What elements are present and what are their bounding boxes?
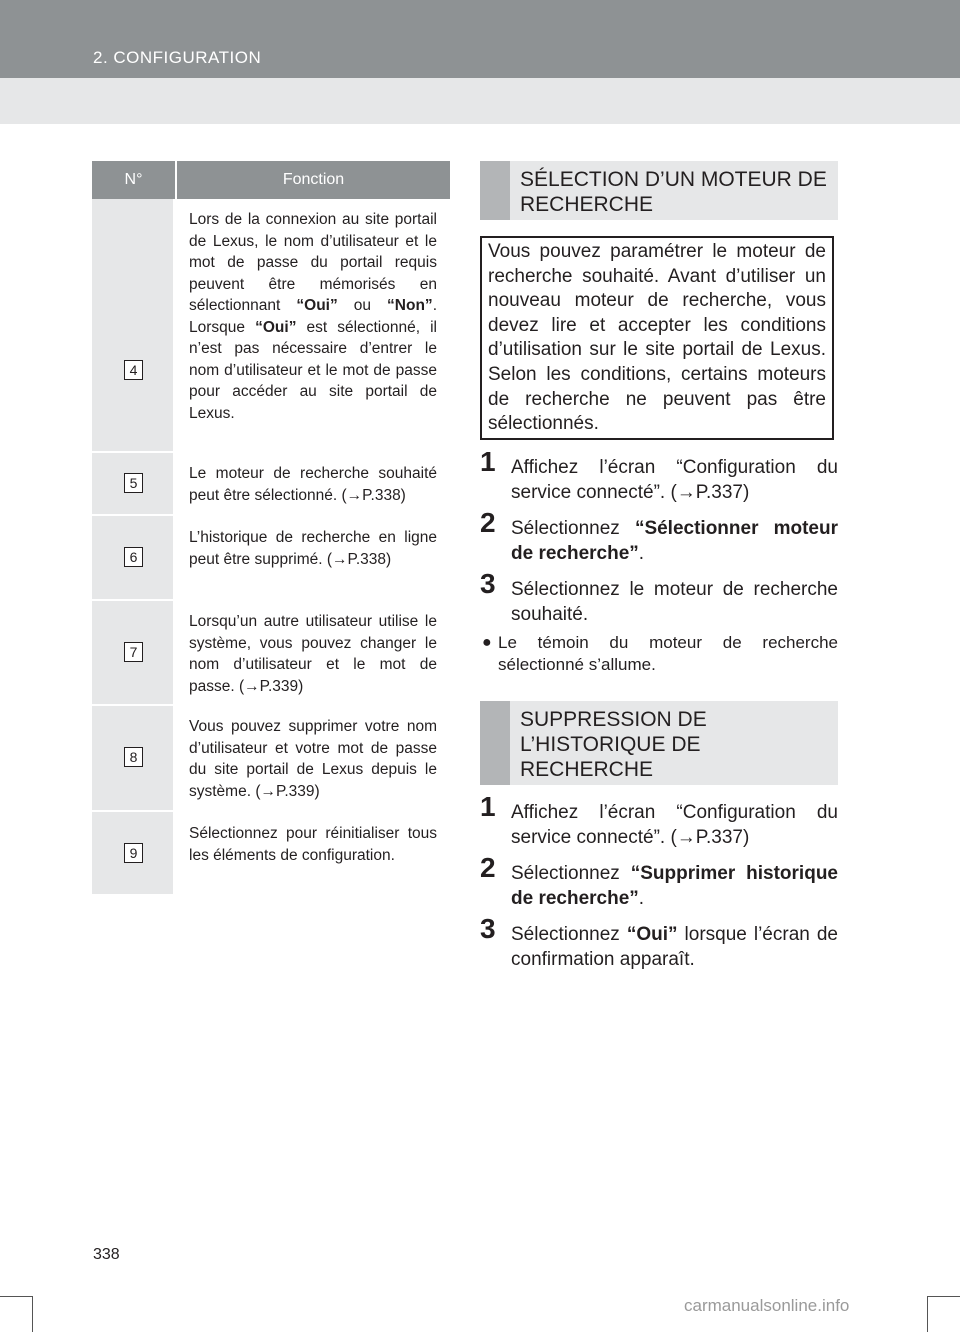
step-text	[511, 800, 838, 850]
body-text: Affichez l’écran “Configuration du service connecté”. (→P.337)	[511, 802, 838, 848]
emphasis-text: “Oui”	[296, 297, 338, 314]
body-text: Le moteur de recherche souhaité peut être sélectionné. (→P.338)	[189, 465, 437, 504]
step-text	[511, 577, 838, 627]
section-heading-delete-history	[480, 701, 838, 785]
table-row	[92, 812, 450, 896]
table-row	[92, 453, 450, 516]
row-description	[175, 199, 450, 451]
emphasis-text: “Oui”	[626, 924, 678, 945]
step-number: 1	[480, 791, 496, 822]
emphasis-text: “Supprimer historique de recherche”	[511, 863, 838, 909]
bullet-text: Le témoin du moteur de recherche sélectionné s’allume.	[498, 633, 838, 674]
body-text: est sélectionné, il n’est pas nécessaire d’entrer le nom d’utilisateur et le mot de passe pour accéder au site portail de Lexus.	[189, 318, 437, 422]
heading-bar	[480, 161, 510, 220]
step-item	[480, 446, 838, 505]
table-header	[92, 161, 450, 199]
body-text: Sélectionnez	[511, 863, 631, 884]
body-text: . Lorsque	[189, 297, 437, 336]
page-header	[0, 0, 960, 124]
row-number-cell	[92, 706, 175, 810]
bullet-note	[480, 632, 838, 676]
emphasis-text: “Oui”	[255, 318, 297, 336]
row-number-cell	[92, 601, 175, 704]
row-description	[175, 453, 450, 514]
bullet-dot-icon: ●	[482, 634, 492, 651]
step-text	[511, 861, 838, 911]
row-number-cell	[92, 812, 175, 894]
emphasis-text: “Non”	[387, 297, 433, 314]
row-number: 9	[124, 843, 143, 863]
heading-bar	[480, 701, 510, 785]
header-num: N°	[124, 171, 143, 188]
step-item	[480, 791, 838, 850]
crop-mark	[927, 1296, 960, 1297]
row-number: 6	[124, 547, 143, 567]
step-number: 2	[480, 852, 496, 883]
crop-mark	[32, 1296, 33, 1332]
chapter-title: 2. CONFIGURATION	[93, 48, 262, 67]
emphasis-text: “Sélectionner moteur de recherche”	[511, 518, 838, 564]
table-row	[92, 706, 450, 812]
body-text: Sélectionnez	[511, 924, 627, 945]
table-row	[92, 199, 450, 453]
step-number: 1	[480, 446, 496, 477]
step-item	[480, 913, 838, 972]
step-item	[480, 568, 838, 627]
row-description	[175, 706, 450, 810]
step-number: 3	[480, 568, 496, 599]
section-title: SÉLECTION D’UN MOTEUR DE RECHERCHE	[520, 168, 827, 216]
row-number: 4	[124, 360, 143, 380]
info-box: Vous pouvez paramétrer le moteur de recherche souhaité. Avant d’utiliser un nouveau moteur de recherche, vous devez lire et accepter les conditions d’utilisation sur le site portail de Lexus. Selon les conditions, certains moteurs de recherche ne peuvent pas être sélectionnés.	[480, 236, 834, 440]
function-table	[92, 161, 450, 896]
body-text: Lors de la connexion au site portail de Lexus, le nom d’utilisateur et le mot de passe du portail requis peuvent être mémorisés en sélectionnant	[189, 211, 437, 314]
body-text: Affichez l’écran “Configuration du service connecté”. (→P.337)	[511, 457, 838, 503]
row-number: 8	[124, 747, 143, 767]
table-row	[92, 601, 450, 706]
body-text: Sélectionnez le moteur de recherche souhaité.	[511, 579, 838, 625]
row-number-cell	[92, 453, 175, 514]
step-text	[511, 516, 838, 566]
body-text: Vous pouvez supprimer votre nom d’utilisateur et votre mot de passe du site portail de Lexus depuis le système. (→P.339)	[189, 718, 437, 800]
crop-mark	[0, 1296, 32, 1297]
body-text: L’historique de recherche en ligne peut être supprimé. (→P.338)	[189, 529, 437, 568]
page-number: 338	[93, 1246, 120, 1263]
step-number: 3	[480, 913, 496, 944]
body-text: Sélectionnez	[511, 518, 635, 539]
section-heading-search-engine	[480, 161, 838, 220]
body-text: .	[638, 888, 645, 909]
row-number-cell	[92, 199, 175, 451]
header-function: Fonction	[175, 161, 450, 199]
section-title: SUPPRESSION DE L’HISTORIQUE DE RECHERCHE	[520, 708, 707, 781]
row-description	[175, 812, 450, 894]
step-item	[480, 852, 838, 911]
step-text	[511, 922, 838, 972]
table-body	[92, 199, 450, 896]
body-text: Lorsqu’un autre utilisateur utilise le système, vous pouvez changer le nom d’utilisateur et le mot de passe. (→P.339)	[189, 613, 437, 695]
body-text: Sélectionnez pour réinitialiser tous les éléments de configuration.	[189, 825, 437, 864]
step-text	[511, 455, 838, 505]
crop-mark	[927, 1296, 928, 1332]
body-text: ou	[337, 297, 388, 314]
table-row	[92, 516, 450, 601]
body-text: lorsque l’écran de confirmation apparaît.	[511, 924, 838, 970]
body-text: .	[638, 543, 645, 564]
row-number-cell	[92, 516, 175, 599]
watermark: carmanualsonline.info	[684, 1296, 850, 1315]
row-number: 7	[124, 642, 143, 662]
row-description	[175, 516, 450, 599]
row-description	[175, 601, 450, 704]
step-item	[480, 507, 838, 566]
row-number: 5	[124, 473, 143, 493]
step-number: 2	[480, 507, 496, 538]
